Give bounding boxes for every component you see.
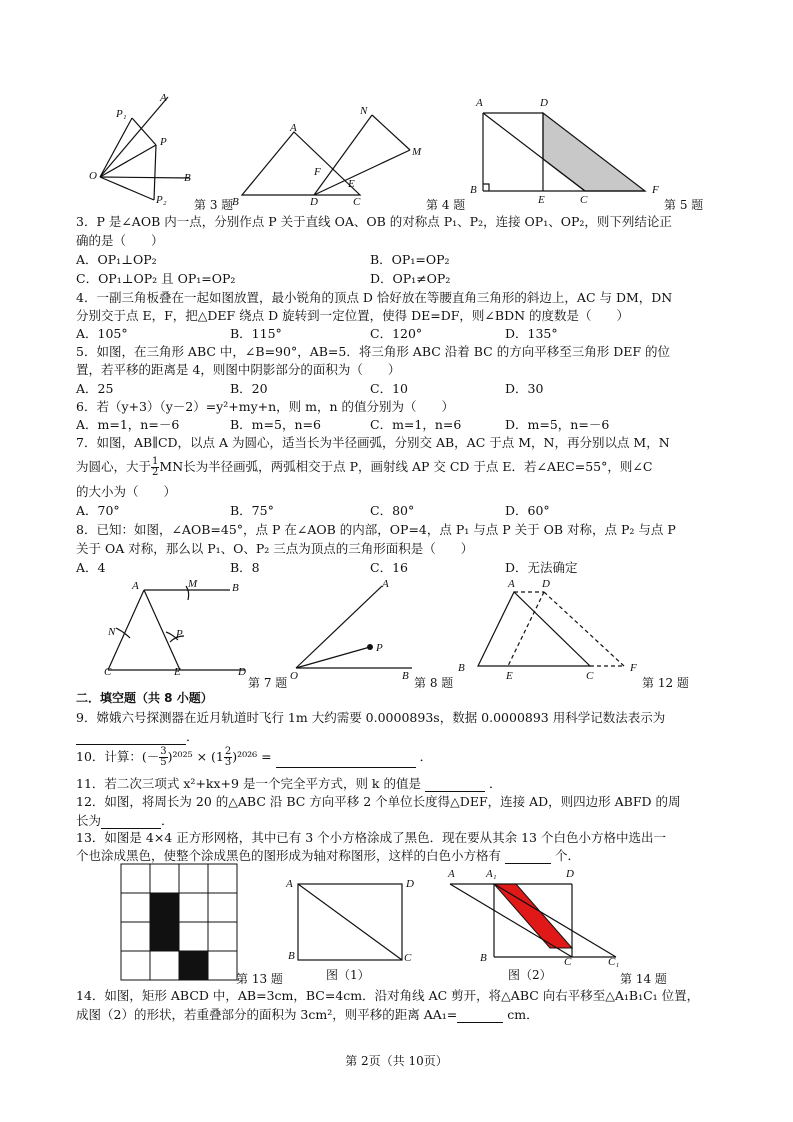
q8-stem-2: 关于 OA 对称，那么以 P₁、O、P₂ 三点为顶点的三角形面积是（ ） xyxy=(76,541,474,556)
q6-option-c: C．m=1，n=6 xyxy=(370,417,462,432)
f5-label-A: A xyxy=(476,97,483,109)
figure-q5 xyxy=(475,105,665,195)
f14b-label-C: C xyxy=(564,956,572,968)
f8-label-A: A xyxy=(382,578,389,590)
q10-mid1: )²⁰²⁵ × (1 xyxy=(167,749,224,764)
f5-label-D: D xyxy=(540,97,548,109)
f4-label-F: F xyxy=(314,166,321,178)
f7-label-B: B xyxy=(232,582,239,594)
section-fill-in-title: 二．填空题（共 8 小题） xyxy=(76,691,213,705)
q10-frac2-num: 2 xyxy=(224,746,232,757)
f4-label-N: N xyxy=(360,105,368,117)
black-cell-3 xyxy=(179,951,208,980)
f14a-label-B: B xyxy=(288,950,295,962)
f3-label-P: P xyxy=(160,136,167,148)
caption-q14: 第 14 题 xyxy=(620,972,667,986)
f5-label-B: B xyxy=(470,184,477,196)
q10-stem xyxy=(76,746,432,768)
q13-stem-2 xyxy=(76,848,580,864)
q4-option-d: D．135° xyxy=(505,326,558,341)
f3-label-P1: P₁ xyxy=(116,108,127,120)
q5-option-d: D．30 xyxy=(505,381,544,396)
f3-label-O: O xyxy=(89,170,97,182)
overlap-region xyxy=(494,884,572,948)
q12-answer-blank[interactable] xyxy=(101,815,161,829)
f4-label-M: M xyxy=(412,146,422,158)
f14a-label-C: C xyxy=(404,952,412,964)
q9-answer-blank[interactable] xyxy=(76,731,186,745)
q5-stem-2: 置，若平移的距离是 4，则图中阴影部分的面积为（ ） xyxy=(76,362,401,377)
q7-stem-2a: 为圆心，大于 xyxy=(76,459,152,474)
page-footer: 第 2页（共 10页） xyxy=(345,1054,448,1068)
shaded-region xyxy=(543,113,645,191)
q9-stem-2 xyxy=(76,729,199,745)
f7-label-E: E xyxy=(174,666,181,678)
q7-option-d: D．60° xyxy=(505,503,550,518)
q7-stem-2b: MN长为半径画弧，两弧相交于点 P，画射线 AP 交 CD 于点 E．若∠AEC=55°，则∠C xyxy=(159,459,653,474)
f8-label-B: B xyxy=(402,670,409,682)
q14-answer-blank[interactable] xyxy=(457,1009,503,1023)
f5-label-F: F xyxy=(652,184,659,196)
f14b-label-A: A xyxy=(448,868,455,880)
f14b-label-C1: C₁ xyxy=(608,956,620,968)
f4-label-C: C xyxy=(353,196,361,208)
q13-line2: 个也涂成黑色，使整个涂成黑色的图形成为轴对称图形，这样的白色小方格有 xyxy=(76,848,502,863)
q12-stem-1: 12．如图，将周长为 20 的△ABC 沿 BC 方向平移 2 个单位长度得△DEF，连接 AD，则四边形 ABFD 的周 xyxy=(76,794,681,809)
f3-label-P2: P₂ xyxy=(156,194,167,206)
f14b-label-A1: A₁ xyxy=(486,868,497,880)
figure-q4 xyxy=(230,100,430,200)
f7-label-A: A xyxy=(132,580,139,592)
q6-option-a: A．m=1，n=－6 xyxy=(76,417,180,432)
caption-q4: 第 4 题 xyxy=(426,198,466,212)
figure-q3 xyxy=(80,90,200,210)
q5-stem-1: 5．如图，在三角形 ABC 中，∠B=90°，AB=5．将三角形 ABC 沿着 BC 的方向平移至三角形 DEF 的位 xyxy=(76,344,670,359)
q6-option-d: D．m=5，n=－6 xyxy=(505,417,610,432)
black-cell-2 xyxy=(150,922,179,951)
q8-stem-1: 8．已知：如图，∠AOB=45°，点 P 在∠AOB 的内部，OP=4，点 P₁ 与点 P 关于 OB 对称，点 P₂ 与点 P xyxy=(76,522,676,537)
figure-q13-grid xyxy=(120,864,240,980)
q14-unit: cm． xyxy=(507,1007,539,1022)
caption-q5: 第 5 题 xyxy=(664,198,704,212)
f12-label-B: B xyxy=(458,662,465,674)
q3-option-d: D．OP₁≠OP₂ xyxy=(370,271,451,286)
q3-option-c: C．OP₁⊥OP₂ 且 OP₁=OP₂ xyxy=(76,271,236,286)
f5-label-E: E xyxy=(538,194,545,206)
caption-fig2: 图（2） xyxy=(508,968,552,982)
q9-stem-1: 9．嫦娥六号探测器在近月轨道时飞行 1m 大约需要 0.0000893s，数据 0.0000893 用科学记数法表示为 xyxy=(76,710,666,725)
q5-option-b: B．20 xyxy=(230,381,268,396)
q7-stem-2 xyxy=(76,457,652,478)
q11-end: ． xyxy=(488,776,502,791)
f14b-label-B: B xyxy=(480,952,487,964)
f12-label-C: C xyxy=(586,670,594,682)
f8-label-O: O xyxy=(290,670,298,682)
f7-label-M: M xyxy=(188,578,198,590)
caption-q12: 第 12 题 xyxy=(642,676,689,690)
f14a-label-D: D xyxy=(406,878,414,890)
f4-label-A: A xyxy=(290,122,297,134)
q7-option-c: C．80° xyxy=(370,503,415,518)
q10-frac1-den: 5 xyxy=(160,757,167,768)
fraction-num: 1 xyxy=(152,456,159,467)
f3-label-A: A xyxy=(160,92,167,104)
q14-stem-1: 14．如图，矩形 ABCD 中，AB=3cm，BC=4cm．沿对角线 AC 剪开，将△ABC 向右平移至△A₁B₁C₁ 位置， xyxy=(76,988,700,1003)
q11-stem xyxy=(76,776,501,792)
q4-option-a: A．105° xyxy=(76,326,128,341)
q7-stem-3: 的大小为（ ） xyxy=(76,484,177,499)
figure-q7 xyxy=(100,580,250,680)
q9-end: ． xyxy=(186,729,199,744)
q4-stem-2: 分别交于点 E，F，把△DEF 绕点 D 旋转到一定位置，使得 DE=DF，则∠BDN 的度数是（ ） xyxy=(76,308,630,323)
f12-label-A: A xyxy=(508,578,515,590)
black-cell-1 xyxy=(150,893,179,922)
f5-label-C: C xyxy=(580,194,588,206)
q11-answer-blank[interactable] xyxy=(425,778,485,792)
q5-option-c: C．10 xyxy=(370,381,408,396)
q13-end: 个． xyxy=(554,848,580,863)
q13-answer-blank[interactable] xyxy=(505,850,551,864)
q6-option-b: B．m=5，n=6 xyxy=(230,417,321,432)
q7-stem-1: 7．如图，AB∥CD，以点 A 为圆心，适当长为半径画弧，分别交 AB，AC 于点 M，N，再分别以点 M，N xyxy=(76,435,670,450)
q12-end: ． xyxy=(161,813,174,828)
f4-label-D: D xyxy=(310,196,318,208)
f3-label-B: B xyxy=(184,172,191,184)
figure-q8 xyxy=(290,580,420,675)
q10-frac2-den: 3 xyxy=(224,757,232,768)
q8-option-d: D．无法确定 xyxy=(505,560,578,575)
q7-option-b: B．75° xyxy=(230,503,274,518)
q10-pre: 10．计算：(－ xyxy=(76,749,160,764)
caption-q13: 第 13 题 xyxy=(236,972,283,986)
q14-stem-2 xyxy=(76,1007,539,1023)
f4-label-B: B xyxy=(232,196,239,208)
f12-label-D: D xyxy=(542,578,550,590)
caption-q8: 第 8 题 xyxy=(414,676,454,690)
caption-q7: 第 7 题 xyxy=(248,676,288,690)
q10-frac1 xyxy=(159,747,167,768)
q10-frac1-num: 3 xyxy=(160,746,167,757)
q10-end: ． xyxy=(419,749,433,764)
f7-label-N: N xyxy=(108,626,116,638)
q10-frac2 xyxy=(224,747,232,768)
q5-option-a: A．25 xyxy=(76,381,114,396)
f7-label-C: C xyxy=(104,666,112,678)
q4-option-c: C．120° xyxy=(370,326,423,341)
q7-option-a: A．70° xyxy=(76,503,120,518)
q12-line2: 长为 xyxy=(76,813,102,828)
caption-q3: 第 3 题 xyxy=(194,198,234,212)
figure-q12 xyxy=(468,580,648,675)
caption-fig1: 图（1） xyxy=(326,968,370,982)
q10-mid2: )²⁰²⁶ = xyxy=(232,749,272,764)
q3-option-a: A．OP₁⊥OP₂ xyxy=(76,252,157,267)
f8-label-P: P xyxy=(376,642,383,654)
q8-option-c: C．16 xyxy=(370,560,408,575)
q6-stem-1: 6．若（y+3）（y－2）=y²+my+n，则 m，n 的值分别为（ ） xyxy=(76,399,455,414)
q3-stem-1: 3．P 是∠AOB 内一点，分别作点 P 关于直线 OA、OB 的对称点 P₁、P₂，连接 OP₁、OP₂，则下列结论正 xyxy=(76,214,672,229)
q3-stem-2: 确的是（ ） xyxy=(76,233,164,248)
f12-label-E: E xyxy=(506,670,513,682)
q8-option-b: B．8 xyxy=(230,560,260,575)
q13-stem-1: 13．如图是 4×4 正方形网格，其中已有 3 个小方格涂成了黑色．现在要从其余 13 个白色小方格中选出一 xyxy=(76,830,666,845)
q10-answer-blank[interactable] xyxy=(276,754,416,768)
f14a-label-A: A xyxy=(286,878,293,890)
f14b-label-D: D xyxy=(566,868,574,880)
q4-stem-1: 4．一副三角板叠在一起如图放置，最小锐角的顶点 D 恰好放在等腰直角三角形的斜边上，AC 与 DM，DN xyxy=(76,290,673,305)
figure-q14-1 xyxy=(290,876,410,966)
f7-label-P: P xyxy=(176,628,183,640)
q4-option-b: B．115° xyxy=(230,326,282,341)
f7-label-D: D xyxy=(238,666,246,678)
q12-stem-2 xyxy=(76,813,174,829)
f4-label-E: E xyxy=(348,178,355,190)
fraction-den: 2 xyxy=(152,467,159,478)
q14-line2: 成图（2）的形状，若重叠部分的面积为 3cm²，则平移的距离 AA₁= xyxy=(76,1007,458,1022)
q8-option-a: A．4 xyxy=(76,560,106,575)
q3-option-b: B．OP₁=OP₂ xyxy=(370,252,450,267)
f12-label-F: F xyxy=(630,662,637,674)
figure-q14-2 xyxy=(446,872,626,967)
q11-text: 11．若二次三项式 x²+kx+9 是一个完全平方式，则 k 的值是 xyxy=(76,776,421,791)
